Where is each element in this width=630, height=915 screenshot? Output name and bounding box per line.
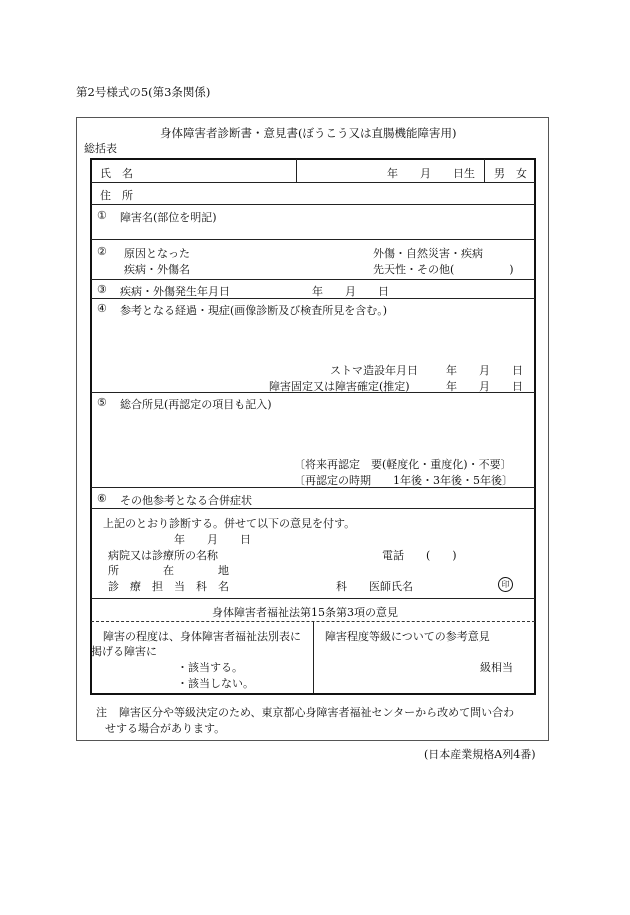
section5-number: ⑤ <box>97 396 107 409</box>
section3-number: ③ <box>97 283 107 296</box>
section2-label2: 疾病・外傷名 <box>124 263 190 276</box>
opinion-left-line1: 障害の程度は、身体障害者福祉法別表に <box>103 630 301 643</box>
hospital-label: 病院又は診療所の名称 <box>108 549 218 562</box>
opinion-left-line2: 掲げる障害に <box>91 645 157 658</box>
opinion-header: 身体障害者福祉法第15条第3項の意見 <box>212 606 398 619</box>
section2-option2: 先天性・その他( ) <box>373 263 514 276</box>
recertification-line1: 〔将来再認定 要(軽度化・重度化)・不要〕 <box>294 458 512 471</box>
row-divider <box>91 279 535 280</box>
note-line2: せする場合があります。 <box>105 722 226 735</box>
fixed-date: 年 月 日 <box>446 380 523 393</box>
sex-label: 男 女 <box>494 167 527 180</box>
col-divider <box>484 159 485 182</box>
section6-number: ⑥ <box>97 492 107 505</box>
row-divider <box>91 508 535 509</box>
row-divider <box>91 239 535 240</box>
department-label: 診 療 担 当 科 名 <box>108 580 229 593</box>
form-subtitle: 総括表 <box>84 142 117 155</box>
note-line1: 障害区分や等級決定のため、東京都心身障害者福祉センターから改めて問い合わ <box>119 706 515 719</box>
section3-date: 年 月 日 <box>312 285 389 298</box>
note-label: 注 <box>96 706 107 719</box>
address-label: 住 所 <box>100 189 133 202</box>
name-label: 氏 名 <box>100 167 133 180</box>
section2-option1: 外傷・自然災害・疾病 <box>373 247 483 260</box>
col-divider <box>313 622 314 693</box>
section1-label: 障害名(部位を明記) <box>120 211 217 224</box>
section2-number: ② <box>97 245 107 258</box>
dob-label: 年 月 日生 <box>387 167 475 180</box>
recertification-line2: 〔再認定の時期 1年後・3年後・5年後〕 <box>294 474 513 487</box>
form-number: 第2号様式の5(第3条関係) <box>76 85 211 99</box>
certification-date: 年 月 日 <box>174 533 251 546</box>
section2-label1: 原因となった <box>124 247 190 260</box>
section5-label: 総合所見(再認定の項目も記入) <box>120 398 272 411</box>
section6-label: その他参考となる合併症状 <box>120 494 252 507</box>
opinion-right-value: 級相当 <box>480 661 513 674</box>
section4-label: 参考となる経過・現症(画像診断及び検査所見を含む。) <box>120 304 388 317</box>
row-divider <box>91 598 535 599</box>
location-label: 所 在 地 <box>108 564 229 577</box>
row-divider <box>91 182 535 183</box>
seal-icon: 印 <box>498 577 513 592</box>
section4-number: ④ <box>97 302 107 315</box>
footer-standard: (日本産業規格A列4番) <box>424 748 536 761</box>
col-divider <box>296 159 297 182</box>
certification-statement: 上記のとおり診断する。併せて以下の意見を付す。 <box>103 517 356 530</box>
opinion-right-title: 障害程度等級についての参考意見 <box>325 630 490 643</box>
section3-label: 疾病・外傷発生年月日 <box>120 285 230 298</box>
row-divider <box>91 204 535 205</box>
stoma-date: 年 月 日 <box>446 364 523 377</box>
opinion-option-no: ・該当しない。 <box>177 677 254 690</box>
opinion-option-yes: ・該当する。 <box>177 661 243 674</box>
stoma-label: ストマ造設年月日 <box>330 364 418 377</box>
section1-number: ① <box>97 209 107 222</box>
fixed-label: 障害固定又は障害確定(推定) <box>269 380 410 393</box>
phone-label: 電話 ( ) <box>382 549 457 562</box>
form-title: 身体障害者診断書・意見書(ぼうこう又は直腸機能障害用) <box>160 126 457 140</box>
doctor-label: 科 医師氏名 <box>336 580 413 593</box>
